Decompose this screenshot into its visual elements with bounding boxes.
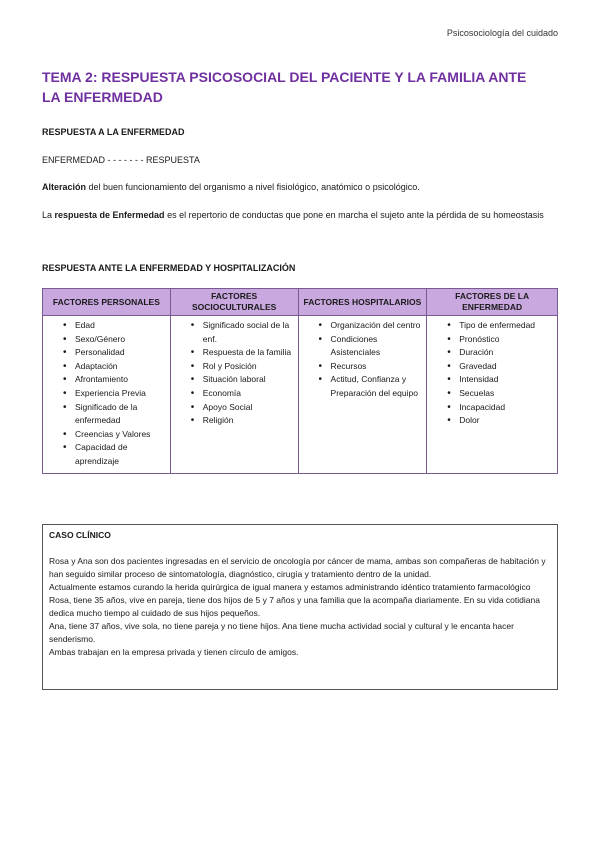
running-header: Psicosociología del cuidado xyxy=(446,28,558,38)
list-item: • Condiciones Asistenciales xyxy=(311,333,425,360)
column-socioculturales xyxy=(170,316,298,474)
enfermedad-respuesta-line: ENFERMEDAD - - - - - - - RESPUESTA xyxy=(42,155,200,165)
list-item: • Intensidad xyxy=(439,373,555,387)
list-item: • Organización del centro xyxy=(311,319,425,333)
list-item: • Sexo/Género xyxy=(55,333,168,347)
respuesta-term: respuesta de Enfermedad xyxy=(54,210,165,220)
caso-clinico-title: CASO CLÍNICO xyxy=(49,530,111,540)
list-item: • Tipo de enfermedad xyxy=(439,319,555,333)
list-item: • Significado social de la enf. xyxy=(183,319,296,346)
table-row xyxy=(43,316,558,474)
caso-paragraph: Rosa y Ana son dos pacientes ingresadas en el servicio de oncología por cáncer de mama, ambas son compañeras de habitación y han seguido similar proceso de sintomatología, diagnóstico, cirugía y tratamiento dentro de la unidad. xyxy=(49,556,546,579)
list-item: • Rol y Posición xyxy=(183,360,296,374)
alteracion-text: del buen funcionamiento del organismo a nivel fisiológico, anatómico o psicológico. xyxy=(86,182,420,192)
list-item: • Duración xyxy=(439,346,555,360)
caso-paragraph: Actualmente estamos curando la herida quirúrgica de igual manera y estamos administrando idéntico tratamiento farmacológico xyxy=(49,582,531,592)
section-heading-hospitalizacion: RESPUESTA ANTE LA ENFERMEDAD Y HOSPITALIZACIÓN xyxy=(42,263,296,273)
header-factores-socioculturales: FACTORES SOCIOCULTURALES xyxy=(170,289,298,316)
column-hospitalarios xyxy=(298,316,427,474)
alteracion-term: Alteración xyxy=(42,182,87,192)
list-item: • Gravedad xyxy=(439,360,555,374)
factors-table xyxy=(42,288,558,474)
list-item: • Pronóstico xyxy=(439,333,555,347)
header-factores-personales: FACTORES PERSONALES xyxy=(43,289,171,316)
list-item: • Recursos xyxy=(311,360,425,374)
alteracion-paragraph xyxy=(42,181,562,194)
caso-paragraph: Rosa, tiene 35 años, vive en pareja, tiene dos hijos de 5 y 7 años y una familia que la acompaña diariamente. En su vida cotidiana dedica mucho tiempo al cuidado de sus hijos pequeños. xyxy=(49,595,540,618)
list-item: • Significado de la enfermedad xyxy=(55,401,168,428)
list-item: • Economía xyxy=(183,387,296,401)
caso-clinico-box xyxy=(42,524,558,690)
caso-paragraph: Ana, tiene 37 años, vive sola, no tiene pareja y no tiene hijos. Ana tiene mucha actividad social y cultural y le encanta hacer senderismo. xyxy=(49,621,514,644)
list-item: • Religión xyxy=(183,414,296,428)
list-item: • Edad xyxy=(55,319,168,333)
header-factores-hospitalarios: FACTORES HOSPITALARIOS xyxy=(298,289,427,316)
section-heading-respuesta: RESPUESTA A LA ENFERMEDAD xyxy=(42,127,185,137)
respuesta-text: es el repertorio de conductas que pone en marcha el sujeto ante la pérdida de su homeostasis xyxy=(164,210,544,220)
list-item: • Apoyo Social xyxy=(183,401,296,415)
list-item: • Secuelas xyxy=(439,387,555,401)
list-item: • Experiencia Previa xyxy=(55,387,168,401)
list-item: • Dolor xyxy=(439,414,555,428)
list-item: • Incapacidad xyxy=(439,401,555,415)
respuesta-paragraph xyxy=(42,209,562,222)
list-item: • Adaptación xyxy=(55,360,168,374)
table-header-row xyxy=(43,289,558,316)
caso-paragraph: Ambas trabajan en la empresa privada y tienen círculo de amigos. xyxy=(49,647,299,657)
list-item: • Situación laboral xyxy=(183,373,296,387)
header-factores-enfermedad: FACTORES DE LA ENFERMEDAD xyxy=(427,289,558,316)
list-item: • Capacidad de aprendizaje xyxy=(55,441,168,468)
list-item: • Afrontamiento xyxy=(55,373,168,387)
column-enfermedad xyxy=(427,316,558,474)
list-item: • Actitud, Confianza y Preparación del equipo xyxy=(311,373,425,400)
list-item: • Creencias y Valores xyxy=(55,428,168,442)
list-item: • Respuesta de la familia xyxy=(183,346,296,360)
page-title: TEMA 2: RESPUESTA PSICOSOCIAL DEL PACIENTE Y LA FAMILIA ANTE LA ENFERMEDAD xyxy=(42,69,527,105)
column-personales xyxy=(43,316,171,474)
respuesta-prefix: La xyxy=(42,210,55,220)
list-item: • Personalidad xyxy=(55,346,168,360)
